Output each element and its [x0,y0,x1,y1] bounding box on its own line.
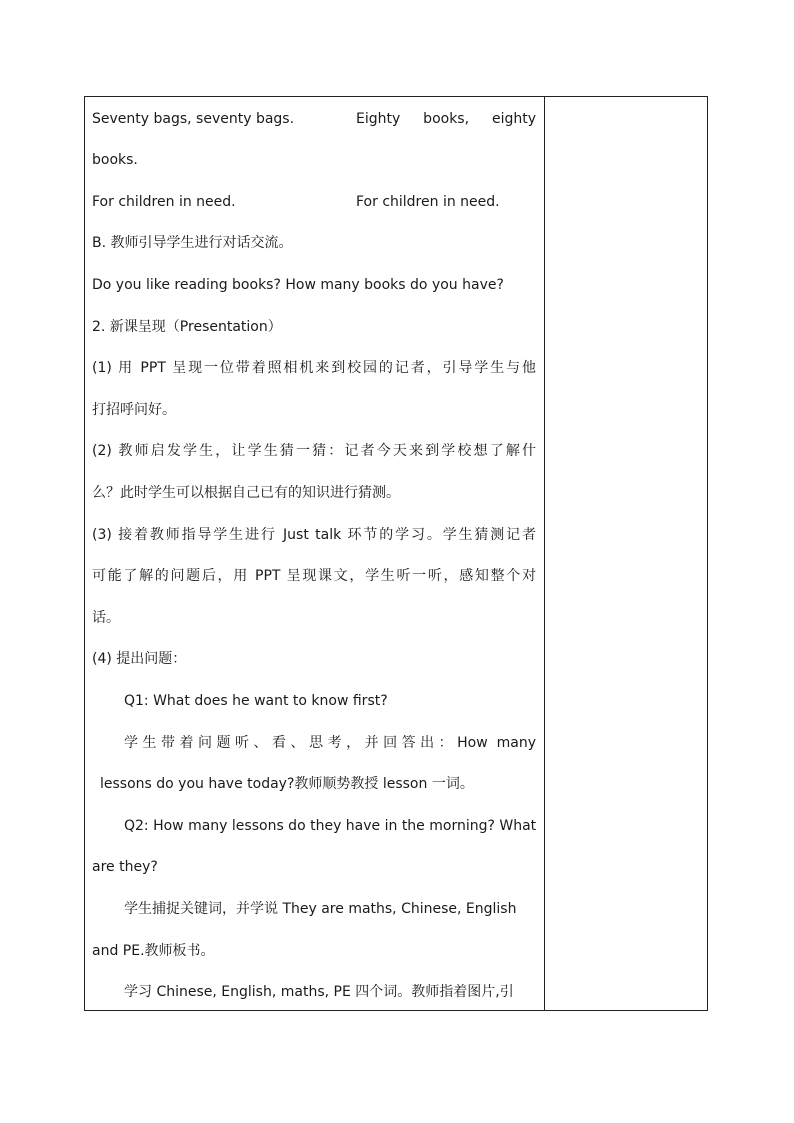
text-line: 学生捕捉关键词，并学说 They are maths, Chinese, English [124,901,517,917]
text-line: Eighty books, eighty [356,111,536,127]
text-line: (4) 提出问题： [92,651,187,667]
text-line: 话。 [92,610,120,626]
text-line: Q2: How many lessons do they have in the morning? What [124,818,537,834]
text-line: (2) 教师启发学生，让学生猜一猜：记者今天来到学校想了解什 [92,443,536,459]
text-line: 打招呼问好。 [92,402,176,418]
text-line: and PE.教师板书。 [92,943,215,959]
text-line: B. 教师引导学生进行对话交流。 [92,235,293,251]
text-line: 学生带着问题听、看、思考，并回答出：How many [124,735,536,751]
text-line: Q1: What does he want to know first? [124,693,388,709]
text-line: 么？此时学生可以根据自己已有的知识进行猜测。 [92,485,400,501]
text-line: Do you like reading books? How many books do you have? [92,277,504,293]
text-line: 学习 Chinese, English, maths, PE 四个词。教师指着图片,引 [124,984,514,1000]
text-line: For children in need. [356,194,500,210]
text-line: 可能了解的问题后，用 PPT 呈现课文，学生听一听，感知整个对 [92,568,536,584]
text-line: lessons do you have today?教师顺势教授 lesson 一词。 [100,776,474,792]
text-line: books. [92,152,138,168]
text-line: (3) 接着教师指导学生进行 Just talk 环节的学习。学生猜测记者 [92,527,536,543]
section-heading: 2. 新课呈现（Presentation） [92,319,282,335]
text-line: Seventy bags, seventy bags. [92,111,295,127]
lesson-plan-table [84,96,708,1011]
text-line: are they? [92,859,158,875]
column-divider [544,97,545,1010]
text-line: (1) 用 PPT 呈现一位带着照相机来到校园的记者，引导学生与他 [92,360,536,376]
text-line: For children in need. [92,194,236,210]
